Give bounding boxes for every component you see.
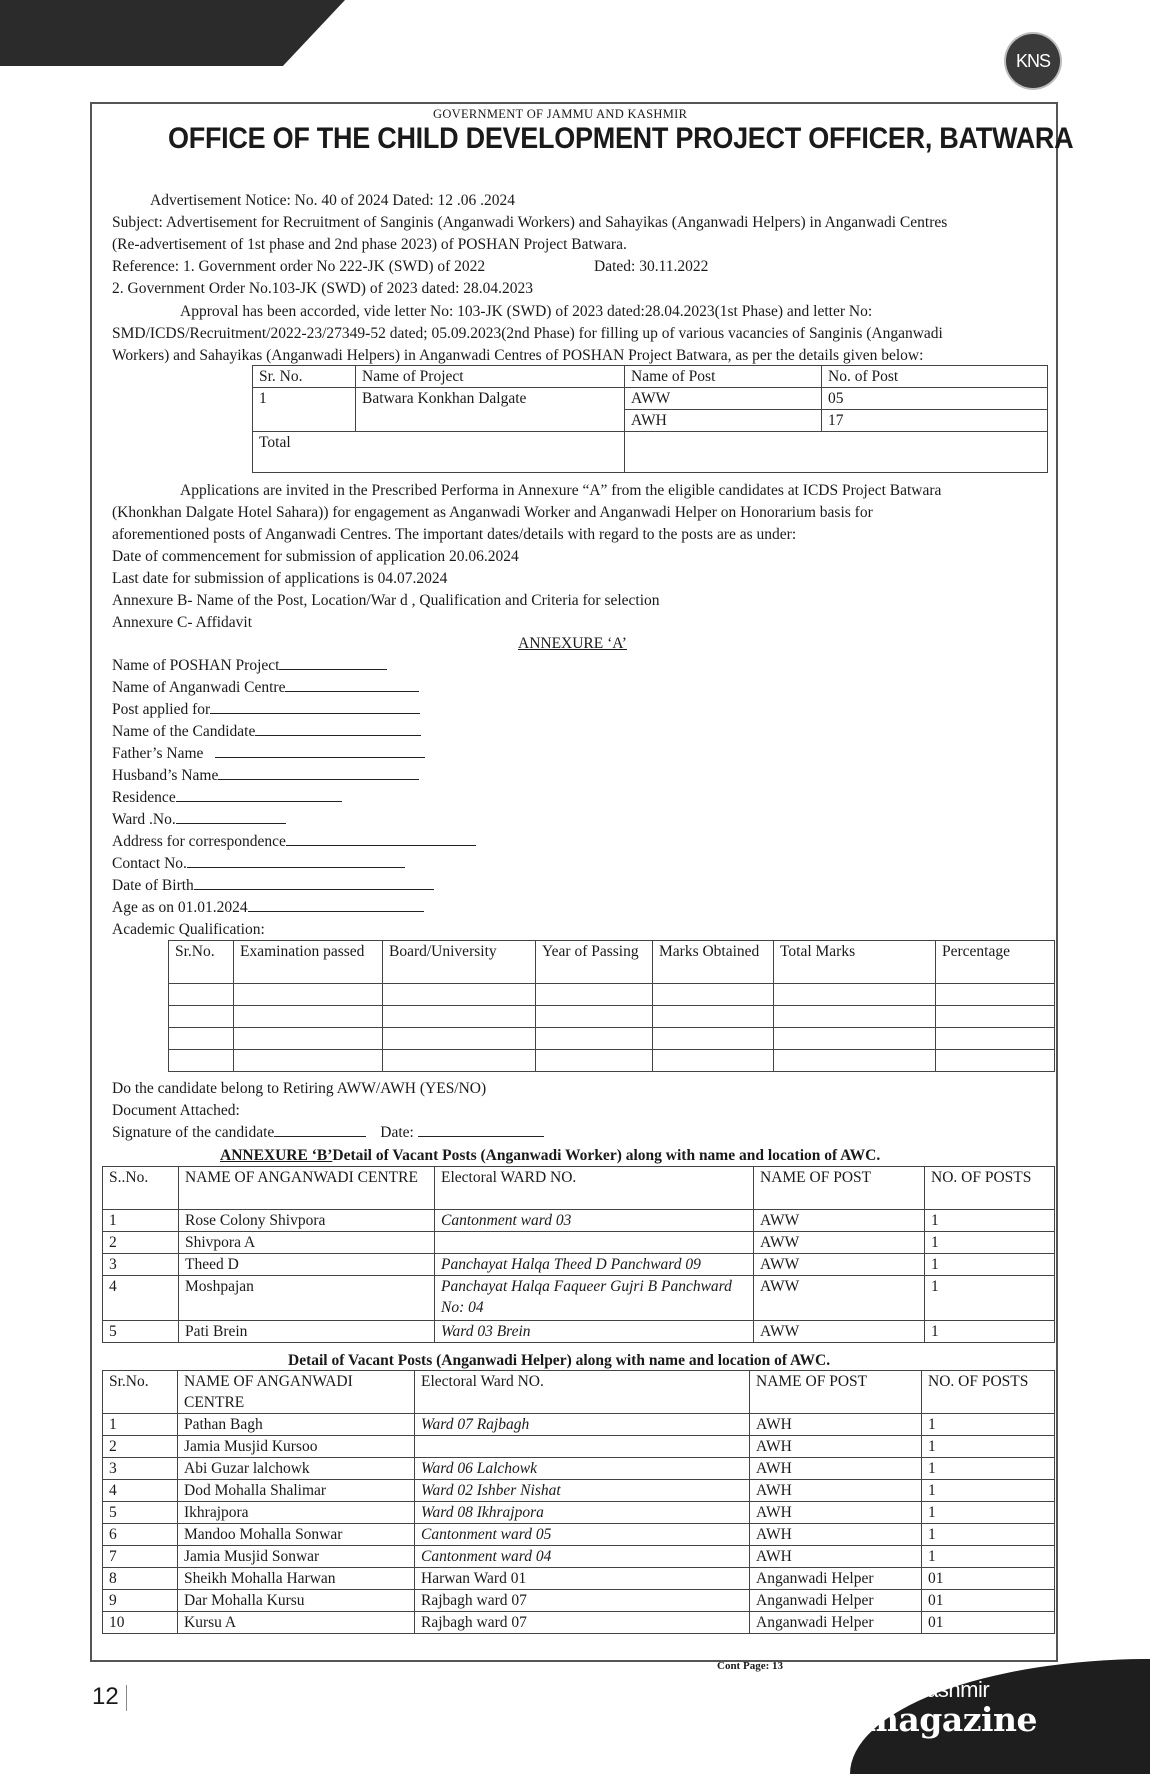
table-row (169, 1006, 1055, 1028)
post-cell: AWW (754, 1210, 925, 1232)
count-cell: 01 (922, 1590, 1055, 1612)
summary-table (252, 365, 1048, 473)
annexure-b-desc: Detail of Vacant Posts (Anganwadi Worker) along with name and location of AWC. (332, 1147, 881, 1164)
field-label: Date of Birth (112, 877, 194, 894)
post-cell: AWH (750, 1436, 922, 1458)
ward-cell: Rajbagh ward 07 (415, 1612, 750, 1634)
table-row (103, 1321, 1055, 1343)
commencement-date: Date of commencement for submission of application 20.06.2024 (112, 548, 519, 565)
centre-cell: Rose Colony Shivpora (179, 1210, 435, 1232)
sr-cell: 4 (103, 1480, 178, 1502)
date-label: Date: (380, 1124, 414, 1141)
count-cell: 17 (822, 410, 1048, 432)
count-cell: 1 (922, 1546, 1055, 1568)
centre-cell: Dod Mohalla Shalimar (178, 1480, 415, 1502)
col-header: Examination passed (234, 941, 383, 984)
table-row (103, 1210, 1055, 1232)
sr-cell: 1 (103, 1414, 178, 1436)
blank-line (176, 809, 286, 824)
centre-cell: Moshpajan (179, 1276, 435, 1321)
col-header: Percentage (936, 941, 1055, 984)
total-label: Total (253, 432, 625, 473)
blank-line (215, 743, 425, 758)
centre-cell: Theed D (179, 1254, 435, 1276)
col-header: Sr.No. (103, 1371, 178, 1414)
table-row (103, 1254, 1055, 1276)
form-field (112, 699, 420, 720)
blank-line (286, 831, 476, 846)
annexure-b-label: ANNEXURE ‘B’ (220, 1147, 333, 1164)
col-header: Sr. No. (253, 366, 356, 388)
signature-label: Signature of the candidate (112, 1124, 275, 1141)
col-header: Electoral Ward NO. (415, 1371, 750, 1414)
qualification-table (168, 940, 1055, 1072)
centre-cell: Pathan Bagh (178, 1414, 415, 1436)
brand-name-line-2: magazine (864, 1700, 1038, 1739)
centre-cell: Sheikh Mohalla Harwan (178, 1568, 415, 1590)
notice-number: Advertisement Notice: No. 40 of 2024 Dated: 12 .06 .2024 (150, 192, 516, 209)
table-header-row (169, 941, 1055, 984)
blank-line (218, 765, 419, 780)
blank-line (176, 787, 342, 802)
approval-line-2: SMD/ICDS/Recruitment/2022-23/27349-52 dated; 05.09.2023(2nd Phase) for filling up of various vacancies of Sanginis (Anganwadi (112, 325, 943, 342)
centre-cell: Kursu A (178, 1612, 415, 1634)
blank-line (194, 875, 434, 890)
reference-2: 2. Government Order No.103-JK (SWD) of 2023 dated: 28.04.2023 (112, 280, 534, 297)
ward-cell (435, 1232, 754, 1254)
worker-vacancy-table (102, 1166, 1055, 1343)
centre-cell: Shivpora A (179, 1232, 435, 1254)
ward-cell: Panchayat Halqa Faqueer Gujri B Panchward No: 04 (435, 1276, 754, 1321)
count-cell: 01 (922, 1612, 1055, 1634)
count-cell: 1 (925, 1276, 1055, 1321)
brand-name-line-1: The Kashmir (870, 1677, 990, 1702)
post-cell: Anganwadi Helper (750, 1590, 922, 1612)
table-row (103, 1232, 1055, 1254)
form-field (112, 765, 419, 786)
table-row (169, 984, 1055, 1006)
signature-line (112, 1122, 544, 1143)
field-label: Residence (112, 789, 176, 806)
page-number-divider (126, 1685, 127, 1711)
reference-1-date: Dated: 30.11.2022 (594, 258, 709, 275)
count-cell: 1 (925, 1210, 1055, 1232)
blank-line (255, 721, 421, 736)
table-row (103, 1436, 1055, 1458)
field-label: Address for correspondence (112, 833, 286, 850)
ward-cell: Ward 08 Ikhrajpora (415, 1502, 750, 1524)
sr-cell: 9 (103, 1590, 178, 1612)
table-row (103, 1414, 1055, 1436)
subject-text: (Re-advertisement of 1st phase and 2nd phase 2023) of POSHAN Project Batwara. (112, 236, 627, 253)
annexure-b-title (220, 1145, 880, 1166)
field-label: Age as on 01.01.2024 (112, 899, 248, 916)
field-label: Name of the Candidate (112, 723, 256, 740)
form-field (112, 897, 424, 918)
count-cell: 05 (822, 388, 1048, 410)
count-cell: 1 (922, 1414, 1055, 1436)
total-value (625, 432, 1048, 473)
ward-cell (415, 1436, 750, 1458)
form-field (112, 853, 405, 874)
table-row (103, 1480, 1055, 1502)
table-row (169, 1050, 1055, 1072)
col-header: Total Marks (774, 941, 936, 984)
approval-line-3: Workers) and Sahayikas (Anganwadi Helpers) in Anganwadi Centres of POSHAN Project Batwara, as per the details given below: (112, 347, 924, 364)
blank-line (274, 1122, 366, 1137)
ward-cell: Harwan Ward 01 (415, 1568, 750, 1590)
count-cell: 1 (922, 1502, 1055, 1524)
col-header: NAME OF ANGANWADI CENTRE (179, 1167, 435, 1210)
sr-cell: 7 (103, 1546, 178, 1568)
helper-vacancy-table (102, 1370, 1055, 1634)
col-header: Electoral WARD NO. (435, 1167, 754, 1210)
form-field (112, 721, 421, 742)
col-header: NO. OF POSTS (922, 1371, 1055, 1414)
applications-line-1: Applications are invited in the Prescribed Performa in Annexure “A” from the eligible candidates at ICDS Project Batwara (180, 482, 942, 499)
kns-logo: KNS (1006, 34, 1060, 88)
centre-cell: Abi Guzar lalchowk (178, 1458, 415, 1480)
post-cell: AWW (754, 1232, 925, 1254)
col-header: Name of Project (356, 366, 625, 388)
applications-line-3: aforementioned posts of Anganwadi Centres. The important dates/details with regard to the posts are as under: (112, 526, 797, 543)
count-cell: 1 (922, 1524, 1055, 1546)
table-row (103, 1590, 1055, 1612)
table-total-row (253, 432, 1048, 473)
centre-cell: Jamia Musjid Sonwar (178, 1546, 415, 1568)
form-field (112, 743, 425, 764)
subject-line-2 (112, 234, 627, 255)
post-cell: AWH (750, 1458, 922, 1480)
sr-cell: 3 (103, 1458, 178, 1480)
form-field (112, 677, 419, 698)
centre-cell: Dar Mohalla Kursu (178, 1590, 415, 1612)
field-label: Name of POSHAN Project (112, 657, 280, 674)
post-cell: AWW (754, 1276, 925, 1321)
documents-attached: Document Attached: (112, 1102, 240, 1119)
table-row (103, 1612, 1055, 1634)
col-header: NAME OF POST (750, 1371, 922, 1414)
corner-decoration (0, 0, 345, 66)
government-heading: GOVERNMENT OF JAMMU AND KASHMIR (433, 107, 688, 121)
table-header-row (103, 1167, 1055, 1210)
ward-cell: Cantonment ward 03 (435, 1210, 754, 1232)
page-number: 12 (92, 1683, 119, 1710)
retiring-question: Do the candidate belong to Retiring AWW/AWH (YES/NO) (112, 1080, 487, 1097)
count-cell: 1 (925, 1321, 1055, 1343)
sr-cell: 1 (253, 388, 356, 432)
post-cell: AWH (750, 1502, 922, 1524)
post-cell: Anganwadi Helper (750, 1612, 922, 1634)
count-cell: 1 (922, 1458, 1055, 1480)
field-label: Contact No. (112, 855, 187, 872)
table-row (169, 1028, 1055, 1050)
form-field (112, 787, 342, 808)
applications-line-2: (Khonkhan Dalgate Hotel Sahara)) for engagement as Anganwadi Worker and Anganwadi Helper on Honorarium basis for (112, 504, 873, 521)
sr-cell: 1 (103, 1210, 179, 1232)
col-header: Sr.No. (169, 941, 234, 984)
blank-line (248, 897, 424, 912)
subject-line-1: Subject: Advertisement for Recruitment of Sanginis (Anganwadi Workers) and Sahayikas (Anganwadi Helpers) in Anganwadi Centres (112, 214, 948, 231)
ward-cell: Ward 02 Ishber Nishat (415, 1480, 750, 1502)
centre-cell: Mandoo Mohalla Sonwar (178, 1524, 415, 1546)
form-field (112, 655, 387, 676)
col-header: NO. OF POSTS (925, 1167, 1055, 1210)
count-cell: 1 (922, 1436, 1055, 1458)
ward-cell: Rajbagh ward 07 (415, 1590, 750, 1612)
sr-cell: 2 (103, 1436, 178, 1458)
blank-line (285, 677, 419, 692)
table-header-row (103, 1371, 1055, 1414)
annexure-c-note: Annexure C- Affidavit (112, 614, 253, 631)
sr-cell: 3 (103, 1254, 179, 1276)
field-label: Post applied for (112, 701, 211, 718)
ward-cell: Cantonment ward 04 (415, 1546, 750, 1568)
field-label: Husband’s Name (112, 767, 219, 784)
form-field (112, 831, 476, 852)
helper-table-title: Detail of Vacant Posts (Anganwadi Helper) along with name and location of AWC. (288, 1352, 831, 1369)
annexure-b-note: Annexure B- Name of the Post, Location/War d , Qualification and Criteria for selection (112, 592, 660, 609)
ward-cell: Ward 07 Rajbagh (415, 1414, 750, 1436)
table-row (103, 1458, 1055, 1480)
last-date: Last date for submission of applications is 04.07.2024 (112, 570, 448, 587)
ward-cell: Ward 03 Brein (435, 1321, 754, 1343)
col-header: NAME OF ANGANWADI CENTRE (178, 1371, 415, 1414)
blank-line (187, 853, 405, 868)
continued-note: Cont Page: 13 (717, 1660, 783, 1672)
academic-label: Academic Qualification: (112, 921, 265, 938)
form-field (112, 875, 434, 896)
form-field (112, 809, 286, 830)
blank-line (210, 699, 420, 714)
post-cell: AWW (754, 1254, 925, 1276)
count-cell: 1 (925, 1232, 1055, 1254)
col-header: Name of Post (625, 366, 822, 388)
count-cell: 1 (925, 1254, 1055, 1276)
col-header: No. of Post (822, 366, 1048, 388)
table-header-row (253, 366, 1048, 388)
table-row (103, 1546, 1055, 1568)
reference-1: Reference: 1. Government order No 222-JK (SWD) of 2022 (112, 258, 486, 275)
sr-cell: 10 (103, 1612, 178, 1634)
post-cell: AWH (750, 1414, 922, 1436)
table-row (103, 1276, 1055, 1321)
blank-line (279, 655, 387, 670)
post-cell: AWW (754, 1321, 925, 1343)
blank-line (418, 1122, 544, 1137)
centre-cell: Jamia Musjid Kursoo (178, 1436, 415, 1458)
post-cell: Anganwadi Helper (750, 1568, 922, 1590)
project-cell: Batwara Konkhan Dalgate (356, 388, 625, 432)
centre-cell: Ikhrajpora (178, 1502, 415, 1524)
post-cell: AWH (750, 1524, 922, 1546)
post-cell: AWW (625, 388, 822, 410)
count-cell: 01 (922, 1568, 1055, 1590)
col-header: Marks Obtained (653, 941, 774, 984)
sr-cell: 2 (103, 1232, 179, 1254)
col-header: Board/University (383, 941, 536, 984)
ward-cell: Ward 06 Lalchowk (415, 1458, 750, 1480)
field-label: Name of Anganwadi Centre (112, 679, 286, 696)
col-header: NAME OF POST (754, 1167, 925, 1210)
office-title: OFFICE OF THE CHILD DEVELOPMENT PROJECT OFFICER, BATWARA (168, 122, 1074, 155)
field-label: Father’s Name (112, 745, 204, 762)
ward-cell: Cantonment ward 05 (415, 1524, 750, 1546)
post-cell: AWH (750, 1546, 922, 1568)
sr-cell: 5 (103, 1502, 178, 1524)
count-cell: 1 (922, 1480, 1055, 1502)
col-header: S..No. (103, 1167, 179, 1210)
col-header: Year of Passing (536, 941, 653, 984)
sr-cell: 5 (103, 1321, 179, 1343)
table-row (103, 1568, 1055, 1590)
post-cell: AWH (625, 410, 822, 432)
table-row (253, 388, 1048, 410)
sr-cell: 8 (103, 1568, 178, 1590)
ward-cell: Panchayat Halqa Theed D Panchward 09 (435, 1254, 754, 1276)
annexure-a-title: ANNEXURE ‘A’ (518, 635, 627, 652)
sr-cell: 4 (103, 1276, 179, 1321)
field-label: Ward .No. (112, 811, 176, 828)
sr-cell: 6 (103, 1524, 178, 1546)
centre-cell: Pati Brein (179, 1321, 435, 1343)
post-cell: AWH (750, 1480, 922, 1502)
approval-line-1: Approval has been accorded, vide letter No: 103-JK (SWD) of 2023 dated:28.04.2023(1st Phase) and letter No: (180, 303, 873, 320)
table-row (103, 1524, 1055, 1546)
table-row (103, 1502, 1055, 1524)
